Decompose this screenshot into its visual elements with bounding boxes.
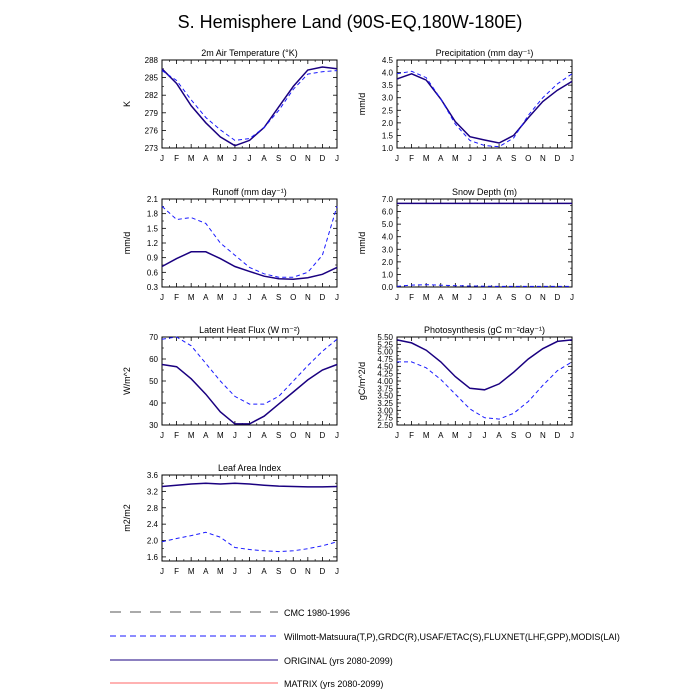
y-tick-label: 3.6: [146, 471, 158, 480]
panel-3: [122, 187, 339, 302]
x-tick-label: O: [525, 154, 532, 163]
x-tick-label: D: [554, 154, 561, 163]
x-tick-label: J: [395, 293, 399, 302]
y-tick-label: 4.00: [377, 377, 393, 386]
x-tick-label: M: [187, 431, 195, 440]
y-tick-label: 2.75: [377, 413, 393, 423]
x-tick-label: D: [319, 567, 326, 576]
y-tick-label: 6.0: [381, 207, 393, 217]
y-axis-label: mm/d: [357, 231, 367, 255]
panel-1: [122, 48, 339, 163]
x-tick-label: J: [232, 154, 237, 163]
x-tick-label: O: [290, 567, 297, 576]
y-tick-label: 288: [144, 56, 158, 65]
y-tick-label: 3.00: [377, 406, 393, 416]
x-tick-label: A: [261, 431, 267, 440]
panel-title: Photosynthesis (gC m⁻²day⁻¹): [423, 325, 546, 335]
y-tick-label: 3.25: [377, 399, 393, 408]
series-original-line: [397, 74, 572, 143]
y-tick-label: 0.6: [146, 268, 158, 278]
y-tick-label: 1.0: [381, 144, 393, 153]
panel-2: [357, 48, 574, 163]
x-tick-label: J: [160, 567, 164, 576]
y-tick-label: 4.0: [381, 68, 393, 78]
y-tick-label: 2.0: [146, 536, 158, 546]
x-tick-label: J: [232, 431, 237, 440]
y-tick-label: 3.0: [381, 245, 393, 255]
x-tick-label: N: [539, 154, 546, 163]
x-tick-label: A: [203, 431, 209, 440]
x-tick-label: J: [232, 567, 237, 576]
series-observed-line: [162, 337, 337, 404]
x-tick-label: F: [409, 293, 415, 302]
x-tick-label: M: [216, 154, 224, 163]
x-tick-label: F: [174, 293, 180, 302]
x-tick-label: O: [525, 431, 532, 440]
x-tick-label: D: [319, 154, 326, 163]
x-tick-label: J: [395, 154, 399, 163]
legend-label-4: MATRIX (yrs 2080-2099): [284, 679, 384, 689]
y-tick-label: 4.50: [377, 362, 393, 372]
x-tick-label: J: [160, 431, 164, 440]
x-tick-label: J: [467, 154, 472, 163]
x-tick-label: S: [275, 567, 282, 576]
x-tick-label: A: [203, 154, 209, 163]
legend-label-3: ORIGINAL (yrs 2080-2099): [284, 656, 393, 666]
x-tick-label: J: [467, 293, 472, 302]
panel-title: Leaf Area Index: [217, 463, 282, 473]
panel-title: Snow Depth (m): [451, 187, 518, 197]
y-tick-label: 5.00: [377, 347, 393, 357]
panel-title: Precipitation (mm day⁻¹): [435, 48, 534, 58]
y-tick-label: 3.75: [377, 384, 393, 394]
plot-frame: [162, 199, 337, 287]
x-tick-label: S: [275, 431, 282, 440]
y-tick-label: 50: [149, 377, 158, 386]
x-tick-label: J: [247, 567, 252, 576]
y-axis-label: m2/m2: [122, 504, 132, 532]
x-tick-label: A: [496, 431, 502, 440]
y-tick-label: 4.75: [377, 355, 393, 364]
x-tick-label: M: [451, 293, 459, 302]
y-tick-label: 1.5: [381, 131, 393, 141]
x-tick-label: S: [275, 154, 282, 163]
x-tick-label: M: [422, 431, 430, 440]
x-tick-label: J: [570, 154, 574, 163]
y-tick-label: 0.9: [146, 253, 158, 263]
y-tick-label: 282: [144, 91, 158, 101]
x-tick-label: M: [216, 431, 224, 440]
panel-title: 2m Air Temperature (°K): [201, 48, 298, 58]
y-tick-label: 3.5: [381, 81, 393, 91]
x-tick-label: M: [216, 293, 224, 302]
y-tick-label: 1.8: [146, 209, 158, 219]
y-axis-label: W/m^2: [122, 367, 132, 395]
x-tick-label: D: [554, 431, 561, 440]
y-tick-label: 1.0: [381, 270, 393, 280]
y-tick-label: 4.5: [381, 56, 393, 65]
x-tick-label: S: [275, 293, 282, 302]
x-tick-label: A: [261, 154, 267, 163]
x-tick-label: O: [525, 293, 532, 302]
x-tick-label: J: [247, 154, 252, 163]
series-observed-line: [162, 206, 337, 277]
x-tick-label: F: [174, 154, 180, 163]
x-tick-label: J: [335, 431, 339, 440]
panel-6: [357, 325, 574, 440]
y-tick-label: 3.2: [146, 487, 158, 497]
x-tick-label: F: [174, 567, 180, 576]
y-tick-label: 279: [144, 108, 158, 118]
y-tick-label: 1.2: [146, 239, 158, 248]
x-tick-label: F: [409, 431, 415, 440]
x-tick-label: N: [304, 154, 311, 163]
legend: [110, 608, 620, 689]
panel-7: [122, 463, 339, 576]
x-tick-label: J: [482, 154, 487, 163]
x-tick-label: J: [482, 293, 487, 302]
plot-frame: [397, 199, 572, 287]
x-tick-label: N: [539, 293, 546, 302]
y-axis-label: mm/d: [357, 92, 367, 116]
x-tick-label: M: [187, 567, 195, 576]
x-tick-label: A: [438, 293, 444, 302]
x-tick-label: F: [409, 154, 415, 163]
y-tick-label: 5.0: [381, 220, 393, 230]
x-tick-label: J: [335, 293, 339, 302]
x-tick-label: N: [304, 567, 311, 576]
x-tick-label: J: [482, 431, 487, 440]
x-tick-label: J: [570, 431, 574, 440]
x-tick-label: F: [174, 431, 180, 440]
x-tick-label: M: [451, 154, 459, 163]
plot-frame: [162, 60, 337, 148]
panel-4: [357, 187, 574, 302]
x-tick-label: O: [290, 293, 297, 302]
y-tick-label: 0.0: [381, 283, 393, 292]
x-tick-label: D: [319, 293, 326, 302]
x-tick-label: A: [261, 293, 267, 302]
x-tick-label: M: [422, 293, 430, 302]
x-tick-label: N: [304, 293, 311, 302]
plot-frame: [397, 337, 572, 425]
x-tick-label: O: [290, 431, 297, 440]
x-tick-label: A: [203, 293, 209, 302]
y-tick-label: 5.25: [377, 340, 393, 350]
panel-title: Runoff (mm day⁻¹): [212, 187, 287, 197]
series-observed-line: [397, 71, 572, 146]
x-tick-label: M: [187, 293, 195, 302]
y-axis-label: gC/m^2/d: [357, 361, 367, 401]
series-original-line: [162, 67, 337, 146]
y-tick-label: 3.0: [381, 93, 393, 103]
y-tick-label: 3.50: [377, 391, 393, 401]
panel-5: [122, 325, 339, 440]
plot-frame: [397, 60, 572, 148]
series-original-line: [162, 365, 337, 424]
legend-label-2: Willmott-Matsuura(T,P),GRDC(R),USAF/ETAC(S),FLUXNET(LHF,GPP),MODIS(LAI): [284, 632, 620, 642]
x-tick-label: S: [510, 293, 517, 302]
x-tick-label: D: [319, 431, 326, 440]
y-tick-label: 4.25: [377, 369, 393, 379]
x-tick-label: A: [438, 154, 444, 163]
series-original-line: [162, 483, 337, 487]
x-tick-label: J: [160, 293, 164, 302]
legend-label-1: CMC 1980-1996: [284, 608, 351, 618]
x-tick-label: J: [160, 154, 164, 163]
series-observed-line: [162, 532, 337, 551]
x-tick-label: J: [247, 431, 252, 440]
y-tick-label: 2.0: [381, 118, 393, 128]
x-tick-label: J: [570, 293, 574, 302]
y-tick-label: 285: [144, 73, 158, 83]
x-tick-label: M: [187, 154, 195, 163]
series-original-line: [162, 252, 337, 279]
x-tick-label: S: [510, 154, 517, 163]
series-observed-line: [162, 71, 337, 141]
x-tick-label: D: [554, 293, 561, 302]
x-tick-label: O: [290, 154, 297, 163]
y-tick-label: 60: [149, 355, 158, 364]
y-tick-label: 2.4: [146, 520, 158, 530]
x-tick-label: M: [216, 567, 224, 576]
x-tick-label: N: [539, 431, 546, 440]
x-tick-label: J: [247, 293, 252, 302]
y-tick-label: 40: [149, 399, 158, 408]
figure-title: S. Hemisphere Land (90S-EQ,180W-180E): [177, 12, 523, 32]
x-tick-label: S: [510, 431, 517, 440]
x-tick-label: J: [335, 567, 339, 576]
panel-title: Latent Heat Flux (W m⁻²): [199, 325, 300, 335]
y-tick-label: 30: [149, 421, 158, 430]
y-tick-label: 7.0: [381, 195, 393, 204]
y-tick-label: 2.8: [146, 503, 158, 513]
y-tick-label: 276: [144, 126, 158, 136]
x-tick-label: A: [203, 567, 209, 576]
y-tick-label: 1.6: [146, 552, 158, 562]
x-tick-label: A: [496, 293, 502, 302]
y-tick-label: 5.50: [377, 333, 393, 342]
x-tick-label: A: [496, 154, 502, 163]
x-tick-label: J: [395, 431, 399, 440]
x-tick-label: J: [467, 431, 472, 440]
plot-frame: [162, 337, 337, 425]
y-tick-label: 273: [144, 144, 158, 153]
y-tick-label: 70: [149, 333, 158, 342]
y-tick-label: 0.3: [146, 283, 158, 292]
x-tick-label: M: [451, 431, 459, 440]
x-tick-label: J: [335, 154, 339, 163]
y-tick-label: 2.1: [146, 195, 158, 204]
y-tick-label: 4.0: [381, 232, 393, 242]
x-tick-label: N: [304, 431, 311, 440]
y-tick-label: 2.0: [381, 257, 393, 267]
y-tick-label: 2.50: [377, 421, 393, 430]
y-axis-label: mm/d: [122, 231, 132, 255]
x-tick-label: A: [261, 567, 267, 576]
x-tick-label: A: [438, 431, 444, 440]
y-tick-label: 1.5: [146, 224, 158, 234]
y-tick-label: 2.5: [381, 106, 393, 116]
y-axis-label: K: [122, 100, 132, 108]
x-tick-label: J: [232, 293, 237, 302]
x-tick-label: M: [422, 154, 430, 163]
